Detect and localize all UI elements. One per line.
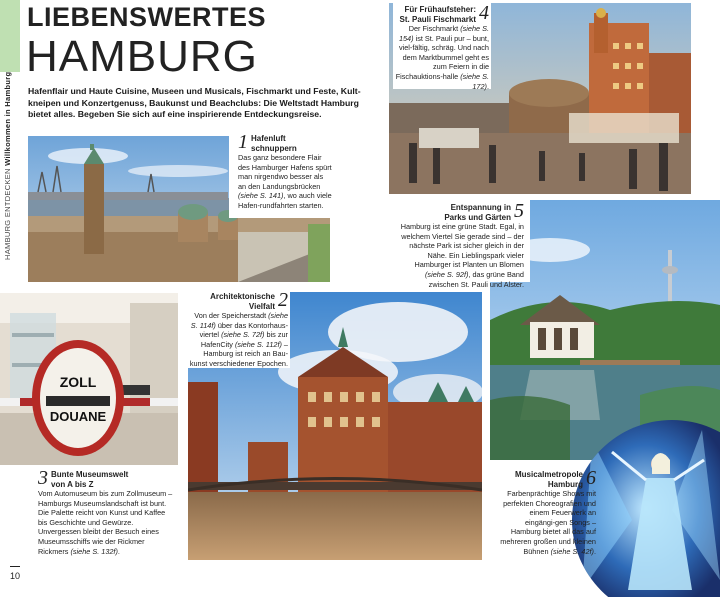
caption-1-text: Das ganz besondere Flair des Hamburger Hafens spürt man nirgendwo besser als an den Landungsbrücken — [238, 153, 332, 191]
page-title-line2: HAMBURG — [26, 32, 258, 81]
caption-3 — [38, 467, 176, 556]
page-number-rule — [10, 566, 20, 567]
caption-1-ref: (siehe S. 141) — [238, 191, 284, 201]
caption-6-ref: (siehe S. 42f) — [550, 546, 594, 556]
caption-4-text: Der Fischmarkt — [408, 24, 461, 33]
caption-1-text2: , wo auch viele Hafen-rundfahrten starten. — [238, 191, 332, 210]
caption-2-text3: bis zur HafenCity — [200, 330, 288, 349]
caption-6-number: 6 — [586, 467, 596, 489]
caption-4-number: 4 — [479, 2, 489, 24]
caption-4-title-a: Für Frühaufsteher: — [404, 5, 476, 14]
sign-line2: DOUANE — [49, 409, 107, 424]
caption-1-title-a: Hafenluft — [251, 134, 286, 143]
page-number: 10 — [10, 571, 21, 581]
caption-4 — [393, 2, 489, 91]
chapter-label: Willkommen in Hamburg — [3, 71, 12, 166]
caption-4-title-b: St. Pauli Fischmarkt — [399, 14, 476, 24]
caption-2-title-a: Architektonische — [210, 292, 275, 301]
caption-6 — [500, 467, 596, 556]
caption-3-number: 3 — [38, 467, 48, 489]
section-label: HAMBURG ENTDECKEN — [3, 168, 12, 260]
page-title-line1: LIEBENSWERTES — [27, 2, 267, 32]
photo-zollmuseum — [0, 293, 178, 465]
caption-4-ref2: (siehe S. 172) — [460, 71, 489, 91]
caption-3-title-b: von A bis Z — [51, 479, 94, 489]
caption-1-number: 1 — [238, 131, 248, 153]
sidebar-running-head — [3, 71, 17, 260]
sign-line1: ZOLL — [59, 374, 97, 390]
caption-2-text4: – Hamburg ist reich an Bau-kunst verschiedener Epochen. — [189, 339, 288, 368]
caption-5-number: 5 — [514, 200, 524, 222]
caption-3-text2: . — [117, 546, 120, 556]
caption-2-text: Von der Speicherstadt — [194, 311, 269, 320]
caption-2-ref2: (siehe S. 72f) — [221, 330, 265, 340]
caption-6-text: Farbenprächtige Shows mit perfekten Choreografien und einem Feuerwerk an eingängi-gen Songs – Hamburg bietet all das auf mehreren großen und kleinen Bühnen — [500, 489, 596, 556]
caption-2 — [186, 289, 288, 369]
section-color-tab — [0, 0, 20, 72]
caption-6-title-a: Musicalmetropole — [514, 470, 583, 479]
caption-5-text: Hamburg ist eine grüne Stadt. Egal, in welchem Viertel Sie gerade sind – der nächste Park ist sicher gleich in der Nähe. Ein Lieblingspark vieler Hamburger ist Planten un Blomen — [400, 222, 524, 270]
caption-4-ref: (siehe S. 154) — [398, 24, 489, 43]
caption-2-ref: (siehe S. 114f) — [190, 311, 288, 330]
intro-text: Hafenflair und Haute Cuisine, Museen und Musicals, Fischmarkt und Feste, Kult-kneipen und Konzertgenuss, Baukunst und Beachclubs: Die Weltstadt Hamburg bietet alles. Begeben Sie sich auf eine inspirierende Entdeckungsreise. — [28, 86, 361, 119]
caption-3-ref: (siehe S. 132f) — [70, 546, 118, 556]
caption-6-title-b: Hamburg — [547, 479, 583, 489]
caption-2-number: 2 — [278, 289, 288, 311]
caption-3-text: Vom Automuseum bis zum Zollmuseum – Hamburgs Museumslandschaft ist bunt. Die Palette reicht von Kunst und Kaffee bis Geschichte und Gewürze. Unvergessen bleibt der Besuch eines Museumsschiffs wie der Rickmer Rickmers — [38, 489, 173, 556]
caption-4-text2: ist St. Pauli pur – bunt, viel-fältig, schräg. Und nach dem Marktbummel geht es zum Feiern in die Fischauktions-halle — [395, 33, 489, 81]
caption-2-text2: über das Kontorhaus-viertel — [199, 320, 288, 340]
caption-2-title-b: Vielfalt — [248, 301, 275, 311]
caption-6-text2: . — [593, 546, 596, 556]
caption-1 — [238, 131, 332, 211]
caption-1-title-b: schnuppern — [251, 143, 297, 153]
caption-3-title-a: Bunte Museumswelt — [51, 470, 129, 479]
caption-4-text3: . — [486, 81, 489, 91]
caption-5-text2: , das grüne Band zwischen St. Pauli und Alster. — [428, 269, 524, 289]
caption-5-title-b: Parks und Gärten — [444, 212, 511, 222]
caption-2-ref3: (siehe S. 112f) — [234, 339, 282, 349]
caption-5-ref: (siehe S. 92f) — [425, 269, 469, 279]
caption-5 — [398, 200, 524, 289]
caption-5-title-a: Entspannung in — [450, 203, 511, 212]
